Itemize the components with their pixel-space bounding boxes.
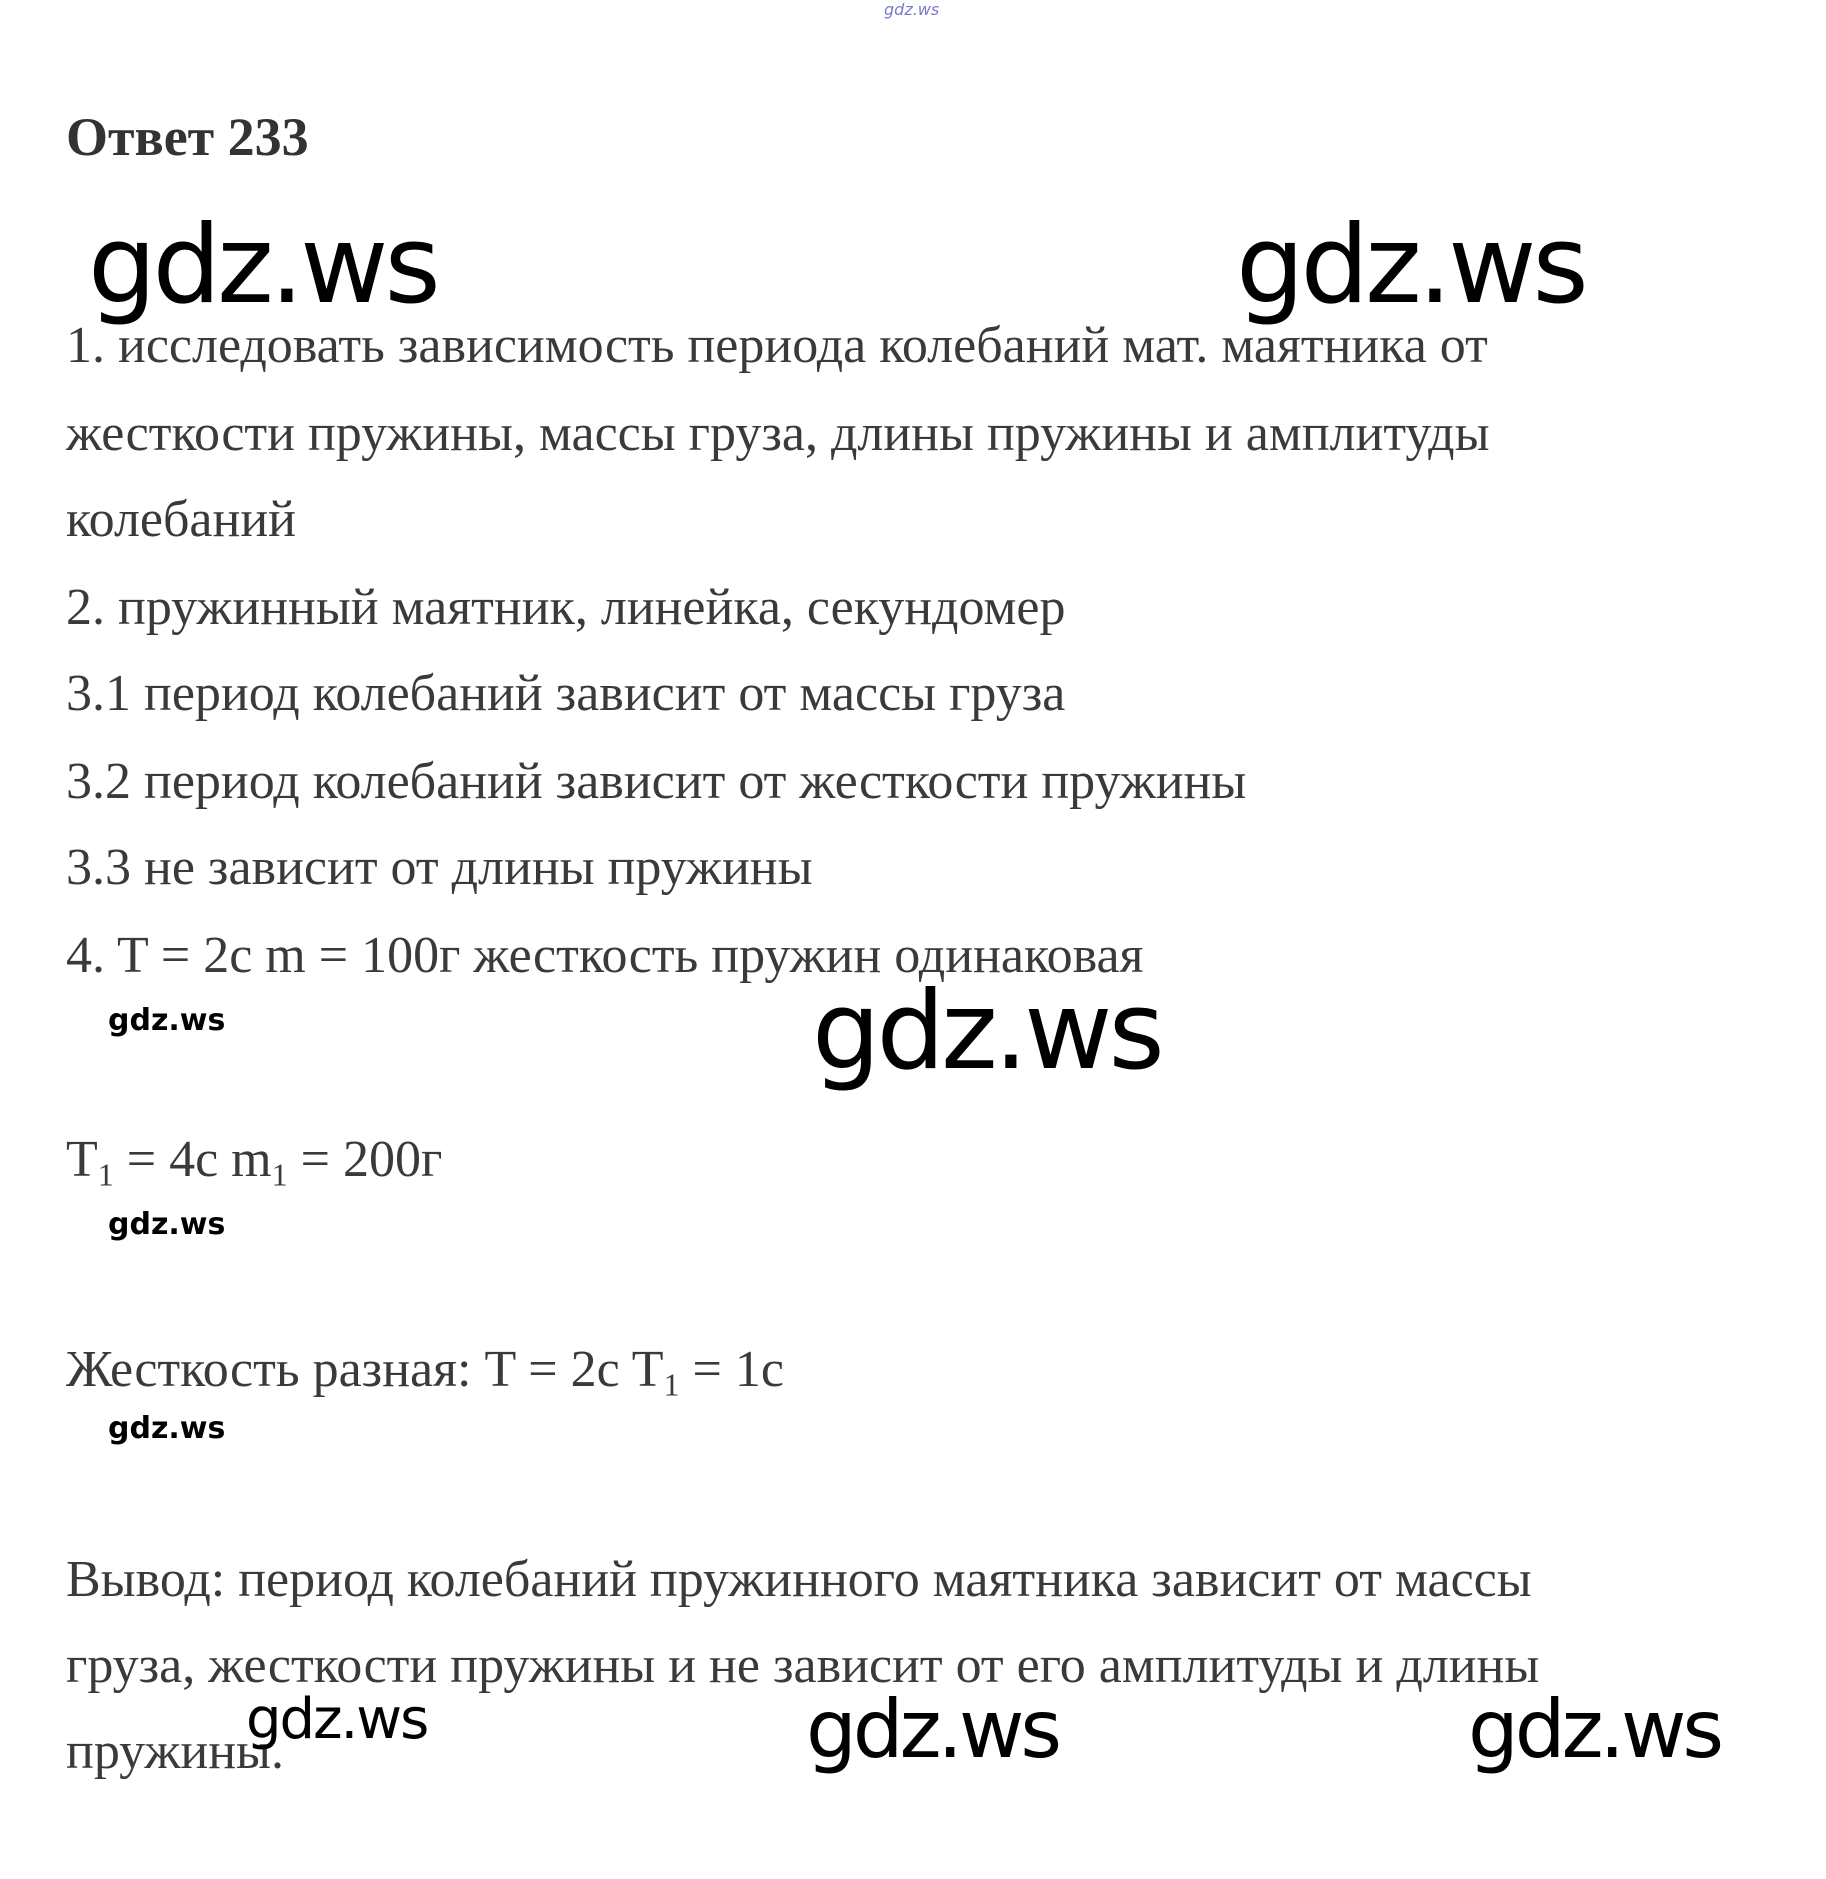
- eq1-subscript-b: 1: [271, 1156, 288, 1193]
- watermark: gdz.ws: [812, 969, 1161, 1094]
- watermark: gdz.ws: [1236, 203, 1585, 328]
- text-line-5: 3.1 период колебаний зависит от массы груза: [66, 665, 1066, 722]
- watermark: gdz.ws: [1468, 1683, 1721, 1776]
- watermark: gdz.ws: [806, 1683, 1059, 1776]
- conclusion-line-3: пружины.: [66, 1723, 284, 1780]
- equation-stiffness: [66, 1341, 784, 1403]
- header-watermark: gdz.ws: [884, 0, 940, 19]
- equation-period-mass: [66, 1131, 443, 1193]
- text-line-1: 1. исследовать зависимость периода колебаний мат. маятника от: [66, 317, 1488, 374]
- watermark: gdz.ws: [108, 1411, 226, 1446]
- watermark: gdz.ws: [88, 203, 437, 328]
- text-line-3: колебаний: [66, 491, 296, 548]
- eq1-part-c: = 200г: [287, 1131, 443, 1188]
- text-line-7: 3.3 не зависит от длины пружины: [66, 839, 813, 896]
- watermark: gdz.ws: [108, 1003, 226, 1038]
- eq1-part-b: = 4c m: [113, 1131, 272, 1188]
- eq2-part-a: Жесткость разная: T = 2c T: [66, 1341, 664, 1398]
- text-line-8: 4. T = 2c m = 100г жесткость пружин одинаковая: [66, 927, 1144, 984]
- text-line-6: 3.2 период колебаний зависит от жесткости пружины: [66, 753, 1247, 810]
- eq1-subscript-a: 1: [97, 1156, 114, 1193]
- answer-title: Ответ 233: [66, 107, 309, 167]
- watermark: gdz.ws: [246, 1687, 428, 1752]
- eq1-part-a: T: [66, 1131, 98, 1188]
- text-line-4: 2. пружинный маятник, линейка, секундомер: [66, 579, 1066, 636]
- conclusion-line-1: Вывод: период колебаний пружинного маятника зависит от массы: [66, 1551, 1532, 1608]
- text-line-2: жесткости пружины, массы груза, длины пружины и амплитуды: [66, 405, 1490, 462]
- eq2-subscript-a: 1: [663, 1366, 680, 1403]
- watermark: gdz.ws: [108, 1207, 226, 1242]
- eq2-part-b: = 1c: [679, 1341, 784, 1398]
- conclusion-line-2: груза, жесткости пружины и не зависит от его амплитуды и длины: [66, 1637, 1540, 1694]
